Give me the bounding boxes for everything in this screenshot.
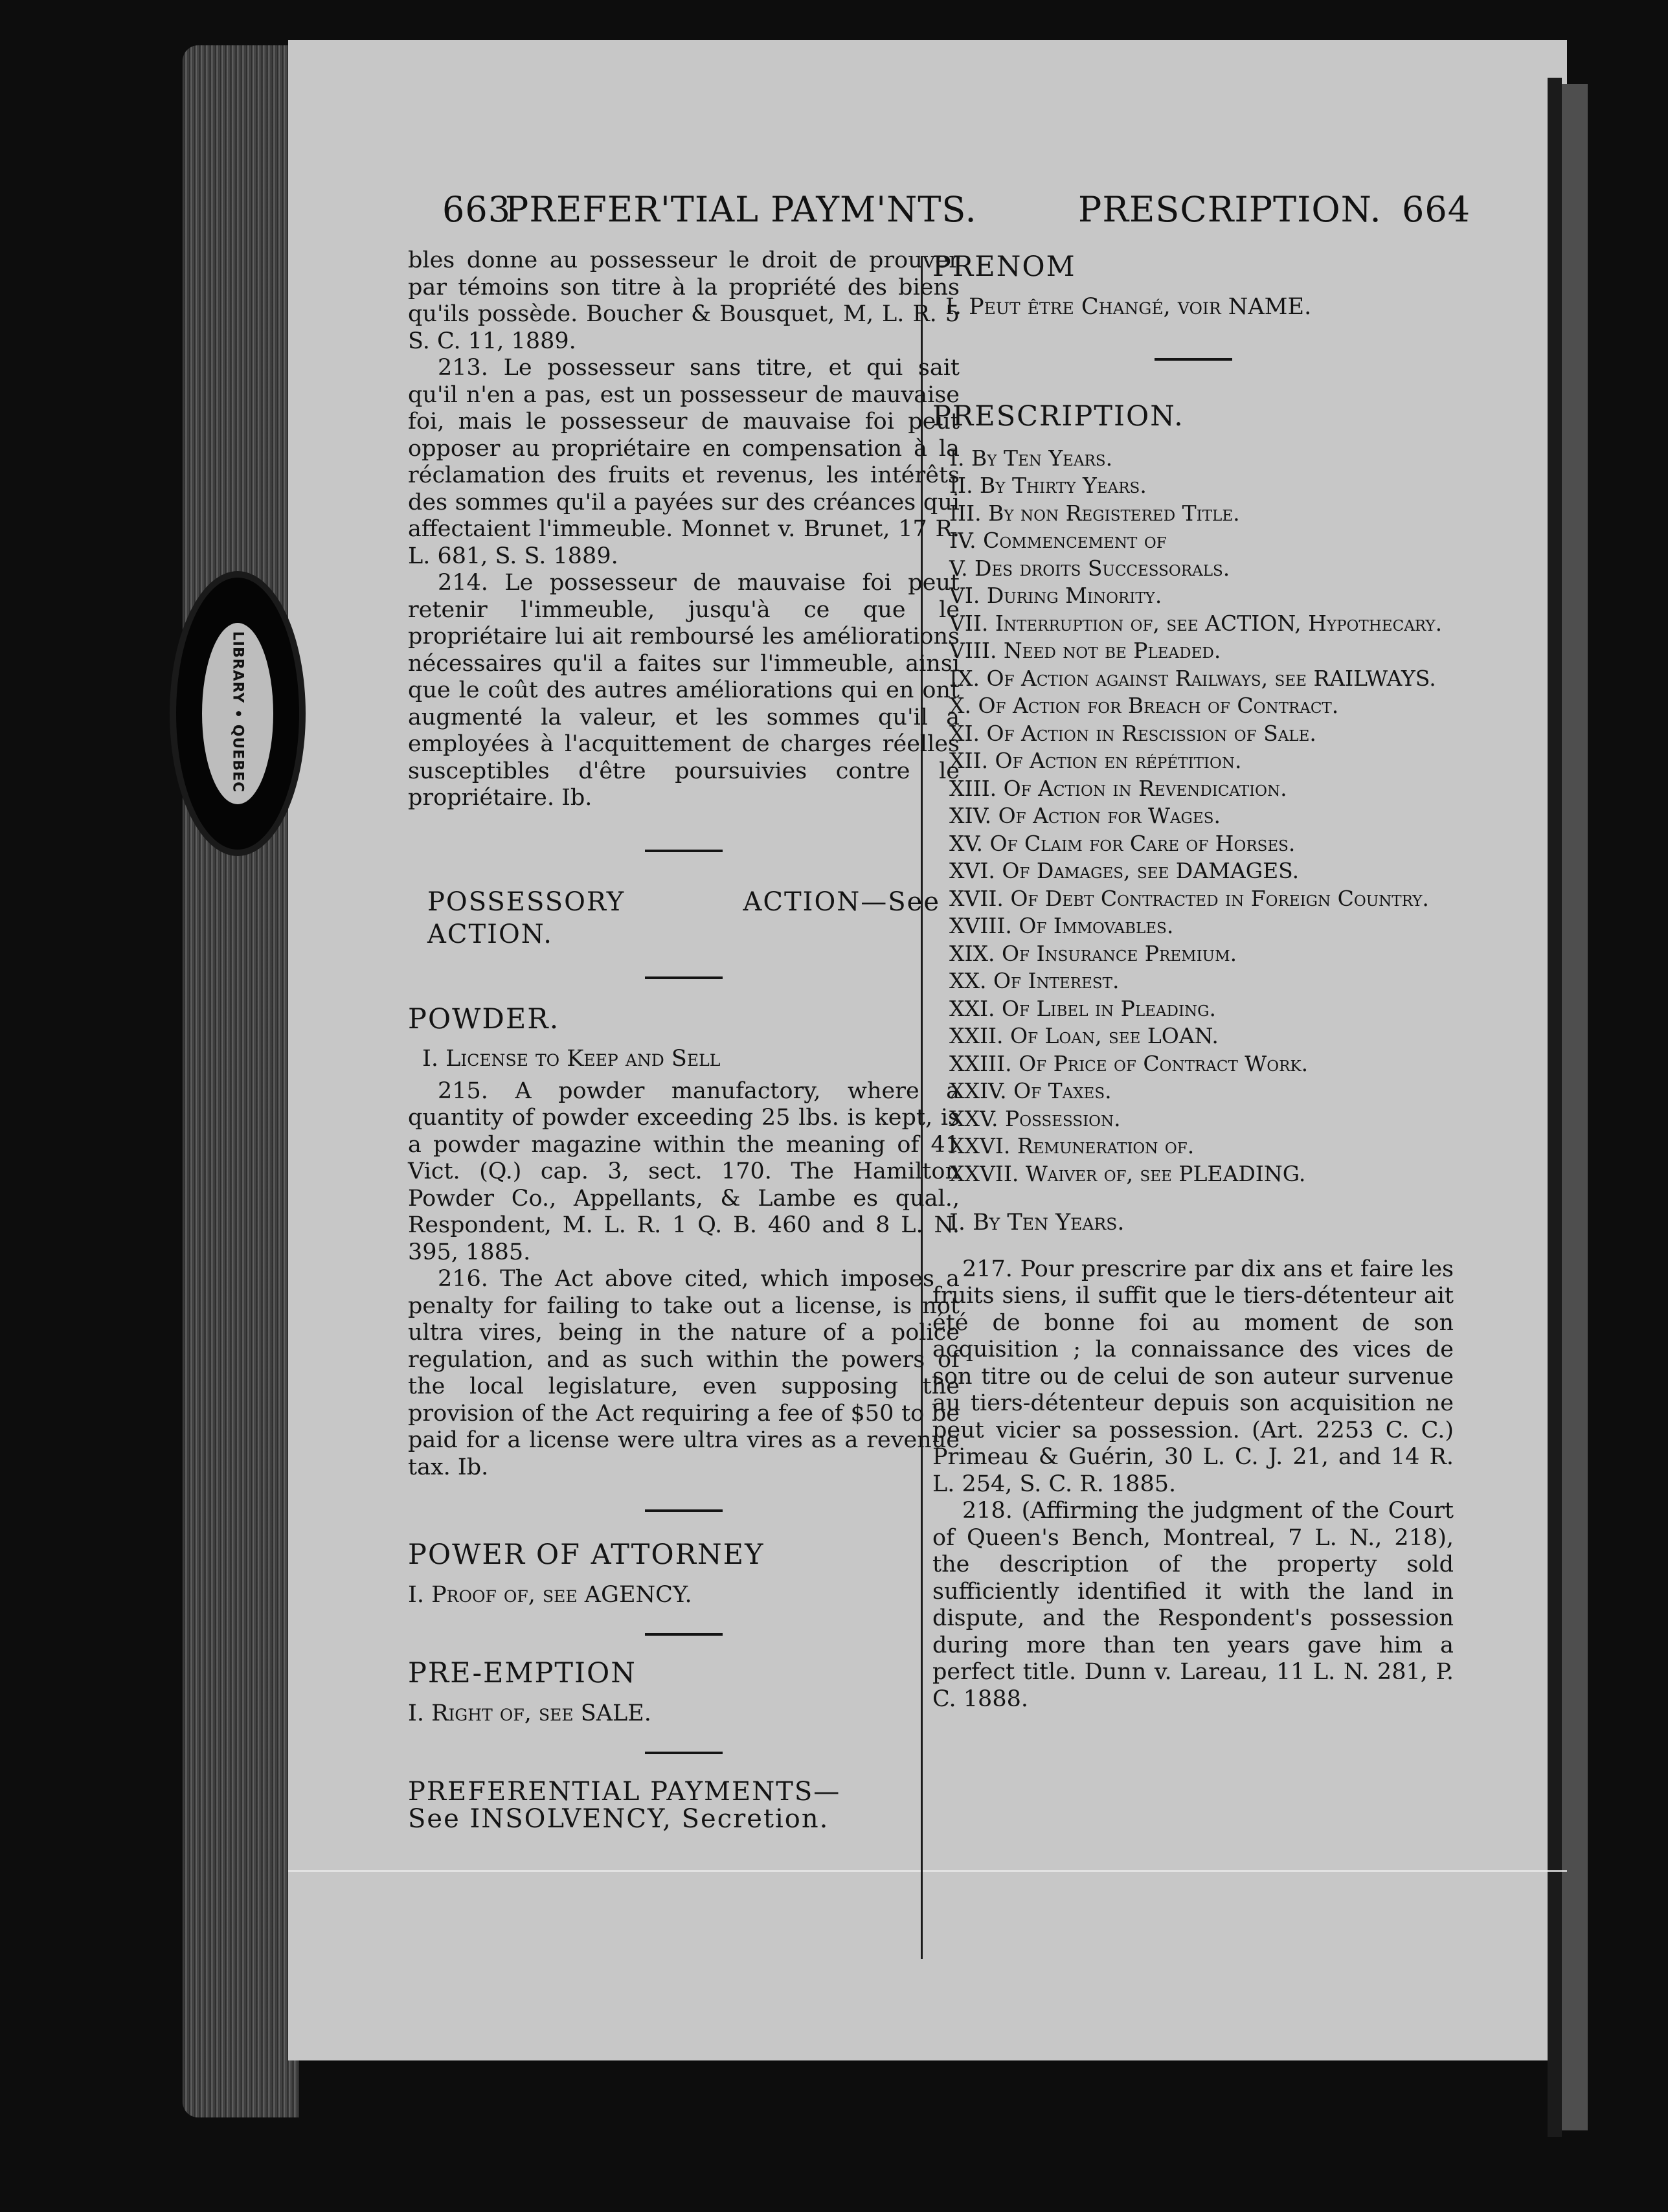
contents-item: XI. Of Action in Rescission of Sale. (949, 720, 1316, 746)
paragraph-213: 213. Le possesseur sans titre, et qui sait qu'il n'en a pas, est un possesseur de mauvaise foi, mais le possesseur de mauvaise foi peut opposer au propriétaire en compensation à la réclamation des fruits et revenus, les intérêts des sommes qu'il a payées sur des créances qui affectaient l'immeuble. Monnet v. Brunet, 17 R. L. 681, S. S. 1889. (408, 355, 960, 569)
pre-emption-heading: PRE-EMPTION (408, 1657, 637, 1689)
book-page-edges (183, 45, 299, 2117)
left-page-number: 663 (442, 189, 512, 230)
contents-item: X. Of Action for Breach of Contract. (949, 693, 1339, 718)
library-stamp-text: LIBRARY • QUEBEC (229, 631, 246, 793)
prenom-heading: PRENOM (932, 251, 1076, 283)
paragraph-218: 218. (Affirming the judgment of the Court of Queen's Bench, Montreal, 7 L. N., 218), the description of the property sold sufficiently identified it with the land in dispute, and the Respondent's possession during more than ten years gave him a perfect title. Dunn v. Lareau, 11 L. N. 281, P. C. 1888. (932, 1498, 1454, 1712)
scan-crease-line (288, 1870, 1567, 1872)
paragraph-continuation: bles donne au possesseur le droit de prouver par témoins son titre à la propriété des biens qu'ils possède. Boucher & Bousquet, M, L. R. 5 S. C. 11, 1889. (408, 247, 960, 354)
preferential-payments-heading: PREFERENTIAL PAYMENTS— (408, 1777, 841, 1807)
right-page-number: 664 (1402, 189, 1471, 230)
paragraph-215: 215. A powder manufactory, where a quantity of powder exceeding 25 lbs. is kept, is a powder magazine within the meaning of 41 Vict. (Q.) cap. 3, sect. 170. The Hamilton Powder Co., Appellants, & Lambe es qual., Respondent, M. L. R. 1 Q. B. 460 and 8 L. N. 395, 1885. (408, 1078, 960, 1265)
pre-emption-subentry: I. Right of, see SALE. (408, 1700, 651, 1726)
contents-item: XXIII. Of Price of Contract Work. (949, 1050, 1309, 1076)
right-running-title: PRESCRIPTION. (1078, 189, 1382, 230)
contents-item: XXV. Possession. (949, 1105, 1121, 1131)
right-column (932, 251, 1454, 1713)
by-ten-years-subhead: I. By Ten Years. (949, 1210, 1125, 1236)
paragraph-216: 216. The Act above cited, which imposes a penalty for failing to take out a license, is not ultra vires, being in the nature of a police regulation, and as such within the powers of the local legislature, even supposing the provision of the Act requiring a fee of $50 to be paid for a license were ultra vires as a revenue tax. Ib. (408, 1266, 960, 1480)
contents-item: XV. Of Claim for Care of Horses. (949, 830, 1296, 856)
contents-item: XXVII. Waiver of, see PLEADING. (949, 1160, 1306, 1186)
contents-item: IV. Commencement of (949, 528, 1167, 553)
preferential-payments-see: See INSOLVENCY, Secretion. (408, 1803, 829, 1834)
contents-item: II. By Thirty Years. (949, 473, 1147, 498)
contents-item: XIX. Of Insurance Premium. (949, 940, 1237, 966)
contents-item: XVIII. Of Immovables. (949, 913, 1174, 938)
next-page-edge (1562, 84, 1588, 2130)
powder-subentry: I. License to Keep and Sell (422, 1046, 721, 1072)
contents-item: XXI. Of Libel in Pleading. (949, 995, 1217, 1021)
contents-item: XVII. Of Debt Contracted in Foreign Country. (949, 885, 1429, 911)
contents-item: VIII. Need not be Pleaded. (949, 638, 1221, 663)
contents-item: IX. Of Action against Railways, see RAILWAYS. (949, 665, 1436, 691)
paragraph-217: 217. Pour prescrire par dix ans et faire les fruits siens, il suffit que le tiers-détenteur ait été de bonne foi au moment de son acquisition ; la connaissance des vices de son titre ou de celui de son auteur survenue au tiers-détenteur depuis son acquisition ne peut vicier sa possession. (Art. 2253 C. C.) Primeau & Guérin, 30 L. C. J. 21, and 14 R. L. 254, S. C. R. 1885. (932, 1256, 1454, 1497)
contents-item: XXII. Of Loan, see LOAN. (949, 1023, 1219, 1048)
prenom-subentry: I. Peut être Changé, voir NAME. (945, 293, 1312, 320)
prescription-heading: PRESCRIPTION. (932, 400, 1184, 433)
contents-item: I. By Ten Years. (949, 445, 1113, 471)
contents-item: XXVI. Remuneration of. (949, 1133, 1195, 1158)
contents-item: XIV. Of Action for Wages. (949, 803, 1221, 828)
paragraph-214: 214. Le possesseur de mauvaise foi peut retenir l'immeuble, jusqu'à ce que le propriétaire lui ait remboursé les améliorations nécessaires qu'il a faites sur l'immeuble, ainsi que le coût des autres améliorations qui en ont augmenté la valeur, et les sommes qu'il a employées à l'acquittement de charges réelles susceptibles d'être poursuivies contre le propriétaire. Ib. (408, 570, 960, 811)
contents-item: V. Des droits Successorals. (949, 555, 1230, 581)
contents-item: XII. Of Action en répétition. (949, 748, 1242, 773)
library-stamp (170, 571, 306, 856)
contents-item: XXIV. Of Taxes. (949, 1078, 1112, 1103)
power-of-attorney-subentry: I. Proof of, see AGENCY. (408, 1581, 692, 1608)
contents-item: XX. Of Interest. (949, 968, 1120, 993)
power-of-attorney-heading: POWER OF ATTORNEY (408, 1539, 765, 1571)
left-running-title: PREFER'TIAL PAYM'NTS. (505, 189, 977, 230)
powder-heading: POWDER. (408, 1002, 560, 1035)
contents-item: III. By non Registered Title. (949, 500, 1240, 526)
left-column (408, 247, 960, 1833)
contents-item: XIII. Of Action in Revendication. (949, 775, 1287, 801)
library-stamp-inner (202, 623, 273, 804)
page-gutter-shadow (1548, 78, 1562, 2137)
prescription-contents (932, 445, 1454, 1188)
contents-item: XVI. Of Damages, see DAMAGES. (949, 858, 1300, 883)
contents-item: VII. Interruption of, see ACTION, Hypothecary. (949, 610, 1443, 636)
possessory-action-heading: POSSESSORY ACTION—See ACTION. (427, 886, 940, 949)
contents-item: VI. During Minority. (949, 583, 1162, 608)
